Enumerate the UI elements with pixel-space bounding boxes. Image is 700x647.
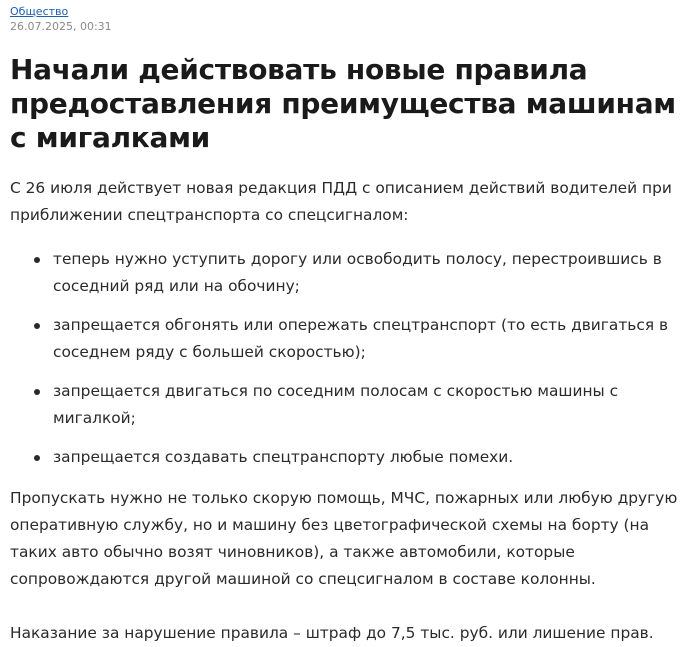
bullet-icon (34, 389, 40, 395)
list-item-text: запрещается двигаться по соседним полосам с скоростью машины с мигалкой; (53, 382, 619, 427)
list-item (10, 246, 700, 300)
list-item-text: запрещается создавать спецтранспорту любые помехи. (53, 448, 514, 466)
list-item (10, 312, 700, 366)
bullet-icon (34, 455, 40, 461)
article-paragraph: Наказание за нарушение правила – штраф до 7,5 тыс. руб. или лишение прав. (10, 624, 654, 642)
rules-list (10, 246, 700, 471)
bullet-icon (34, 257, 40, 263)
publish-date: 26.07.2025, 00:31 (10, 20, 112, 33)
article-headline: Начали действовать новые правила предоставления преимущества машинам с мигалками (10, 53, 676, 154)
article-paragraph: Пропускать нужно не только скорую помощь, МЧС, пожарных или любую другую оперативную службу, но и машину без цветографической схемы на борту (на таких авто обычно возят чиновников), а также автомобили, которые сопровождаются другой машиной со спецсигналом в составе колонны. (10, 489, 678, 588)
article-lead: С 26 июля действует новая редакция ПДД с описанием действий водителей при приближении спецтранспорта со спецсигналом: (10, 179, 672, 224)
list-item (10, 378, 700, 432)
category-link[interactable]: Общество (10, 5, 69, 18)
list-item (10, 444, 700, 471)
bullet-icon (34, 323, 40, 329)
list-item-text: запрещается обгонять или опережать спецтранспорт (то есть двигаться в соседнем ряду с большей скоростью); (53, 316, 669, 361)
list-item-text: теперь нужно уступить дорогу или освободить полосу, перестроившись в соседний ряд или на обочину; (53, 250, 662, 295)
